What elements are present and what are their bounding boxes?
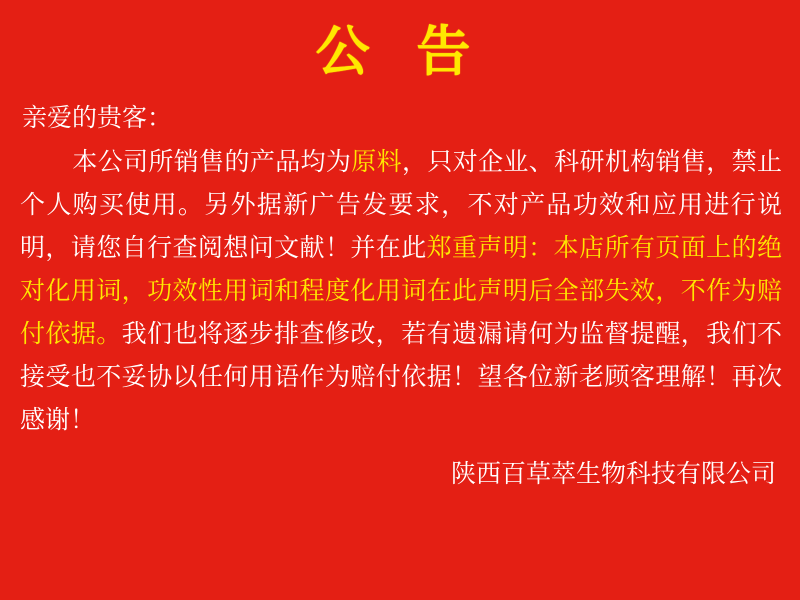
highlight-raw-material: 原料 [351, 147, 402, 177]
page-title: 公 告 [315, 20, 485, 83]
company-signature: 陕西百草萃生物科技有限公司 [450, 459, 776, 489]
announcement-body [20, 140, 782, 441]
body-segment-1: 本公司所销售的产品均为 [72, 147, 352, 177]
salutation-text: 亲爱的贵客： [22, 102, 173, 132]
body-segment-3: 我们也将逐步排查修改，若有遗漏请何为监督提醒，我们不接受也不妥协以任何用语作为赔付依据！望各位新老顾客理解！再次感谢！ [20, 319, 782, 435]
highlight-solemn-statement: 郑重声明：本店所有页面上的绝对化用词，功效性用词和程度化用词在此声明后全部失效，不作为赔付依据。 [20, 233, 782, 349]
body-segment-2: ，只对企业、科研机构销售，禁止个人购买使用。另外据新广告发要求，不对产品功效和应用进行说明，请您自行查阅想问文献！并在此 [20, 147, 782, 263]
